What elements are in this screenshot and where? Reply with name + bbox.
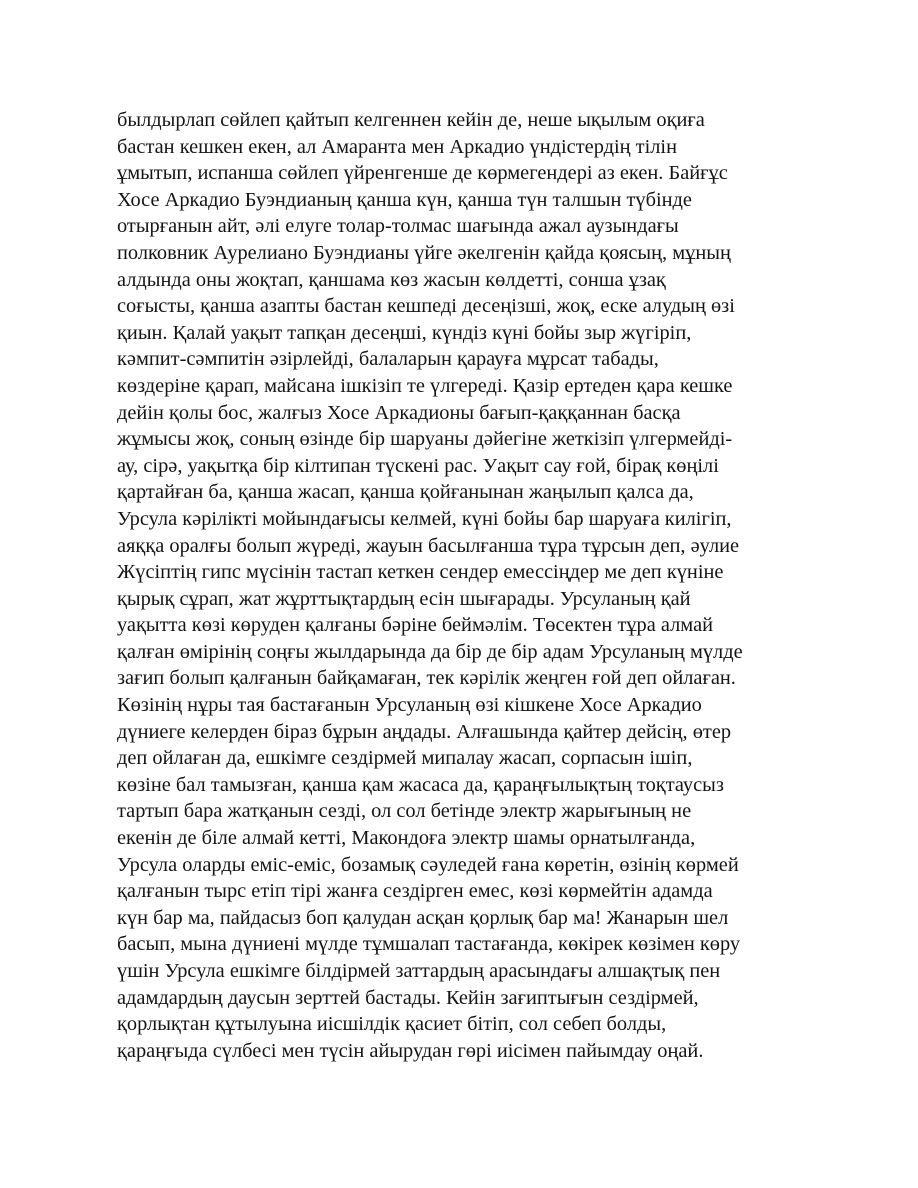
text-line: кәмпит-сәмпитін әзірлейді, балаларын қарауға мұрсат табады, — [117, 348, 659, 371]
text-line: адамдардың даусын зерттей бастады. Кейін зағиптығын сездірмей, — [117, 986, 699, 1009]
text-line: қараңғыда сүлбесі мен түсін айырудан гөрі иісімен пайымдау оңай. — [117, 1039, 704, 1062]
text-line: ау, сірә, уақытқа бір кілтипан түскені рас. Уақыт сау ғой, бірақ көңілі — [117, 454, 719, 477]
body-text — [117, 107, 817, 1064]
text-line: полковник Аурелиано Буэндианы үйге әкелгенін қайда қоясың, мұның — [117, 241, 731, 264]
text-line: отырғанын айт, әлі елуге толар-толмас шағында ажал аузындағы — [117, 215, 679, 238]
text-line: қырық сұрап, жат жұрттықтардың есін шығарады. Урсуланың қай — [117, 587, 691, 610]
text-line: үшін Урсула ешкімге білдірмей заттардың арасындағы алшақтық пен — [117, 960, 721, 982]
text-line: басып, мына дүниені мүлде тұмшалап тастағанда, көкірек көзімен көру — [117, 933, 741, 956]
text-line: дейін қолы бос, жалғыз Хосе Аркадионы бағып-қаққаннан басқа — [117, 401, 681, 424]
text-line: алдында оны жоқтап, қаншама көз жасын көлдетті, сонша ұзақ — [117, 268, 666, 291]
text-line: күн бар ма, пайдасыз боп қалудан асқан қорлық бар ма! Жанарын шел — [117, 906, 729, 929]
text-line: Урсула оларды еміс-еміс, бозамық сәуледей ғана көретін, өзінің көрмей — [117, 853, 739, 876]
text-line: көздеріне қарап, майсана ішкізіп те үлгереді. Қазір ертеден қара кешке — [117, 374, 733, 397]
text-line: қорлықтан құтылуына иісшілдік қасиет бітіп, сол себеп болды, — [117, 1013, 667, 1036]
text-line: дүниеге келерден біраз бұрын аңдады. Алғашында қайтер дейсің, өтер — [117, 720, 732, 743]
text-line: қартайған ба, қанша жасап, қанша қойғанынан жаңылып қалса да, — [117, 481, 694, 504]
text-line: уақытта көзі көруден қалғаны бәріне беймәлім. Төсектен тұра алмай — [117, 614, 714, 637]
text-line: зағип болып қалғанын байқамаған, тек кәрілік жеңген ғой деп ойлаған. — [117, 667, 736, 690]
text-line: ұмытып, испанша сөйлеп үйренгенше де көрмегендері аз екен. Байғұс — [117, 162, 728, 185]
text-line: Жүсіптің гипс мүсінін тастап кеткен сендер емессіңдер ме деп күніне — [117, 561, 724, 584]
text-line: көзіне бал тамызған, қанша қам жасаса да, қараңғылықтың тоқтаусыз — [117, 773, 724, 796]
text-line: аяққа оралғы болып жүреді, жауын басылғанша тұра тұрсын деп, әулие — [117, 534, 740, 557]
text-line: бастан кешкен екен, ал Амаранта мен Аркадио үндістердің тілін — [117, 135, 677, 158]
text-line: Көзінің нұры тая бастағанын Урсуланың өзі кішкене Хосе Аркадио — [117, 694, 702, 717]
text-line: соғысты, қанша азапты бастан кешпеді десеңізші, жоқ, еске алудың өзі — [117, 295, 735, 318]
text-line: Урсула кәрілікті мойындағысы келмей, күні бойы бар шаруаға килігіп, — [117, 507, 732, 530]
text-line: қиын. Қалай уақыт тапқан десеңші, күндіз күні бойы зыр жүгіріп, — [117, 321, 692, 344]
text-line: жұмысы жоқ, соның өзінде бір шаруаны дәйегіне жеткізіп үлгермейді- — [117, 428, 733, 451]
text-line: тартып бара жатқанын сезді, ол сол бетінде электр жарығының не — [117, 800, 692, 823]
text-line: деп ойлаған да, ешкімге сездірмей мипалау жасап, сорпасын ішіп, — [117, 747, 693, 770]
text-line: былдырлап сөйлеп қайтып келгеннен кейін де, неше ықылым оқиға — [117, 109, 705, 131]
text-line: қалғанын тырс етіп тірі жанға сездірген емес, көзі көрмейтін адамда — [117, 880, 713, 903]
text-line: екенін де біле алмай кетті, Макондоға электр шамы орнатылғанда, — [117, 827, 696, 850]
text-line: Хосе Аркадио Буэндианың қанша күн, қанша түн талшын түбінде — [117, 188, 692, 211]
text-line: қалған өмірінің соңғы жылдарында да бір де бір адам Урсуланың мүлде — [117, 640, 743, 663]
